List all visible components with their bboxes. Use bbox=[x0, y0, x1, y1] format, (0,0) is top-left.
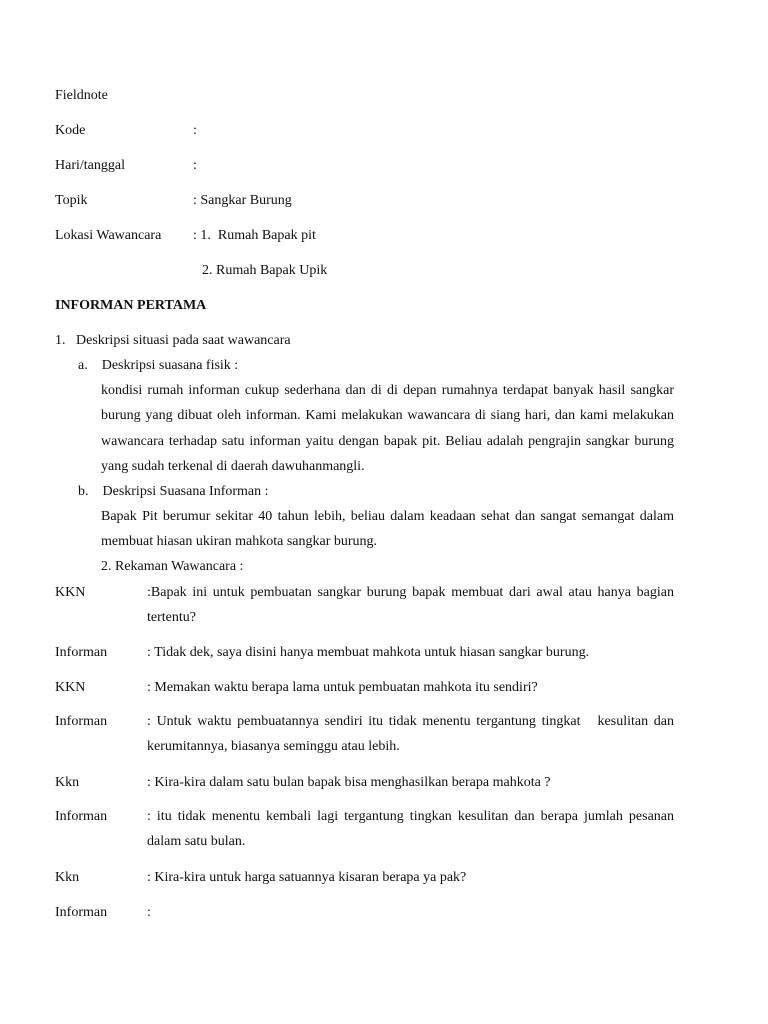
sub-item-b-label: b. Deskripsi Suasana Informan : bbox=[78, 484, 269, 499]
dialogue-text: : Untuk waktu pembuatannya sendiri itu tidak menentu tergantung tingkat kesulitan dan kerumitannya, biasanya seminggu atau lebih. bbox=[147, 714, 678, 754]
dialogue-speaker: KKN bbox=[55, 585, 86, 600]
dialogue-text: : itu tidak menentu kembali lagi tergantung tingkan kesulitan dan berapa jumlah pesanan dalam satu bulan. bbox=[147, 809, 674, 849]
meta-value-lokasi: : 1. Rumah Bapak pit bbox=[193, 228, 316, 243]
sub-item-a-text: kondisi rumah informan cukup sederhana dan di di depan rumahnya terdapat banyak hasil sangkar burung yang dibuat oleh informan. Kami melakukan wawancara di siang hari, dan kami melakukan wawancara terhadap satu informan yaitu dengan bapak pit. Beliau adalah pengrajin sangkar burung yang sudah terkenal di daerah dawuhanmangli. bbox=[101, 383, 674, 474]
document-title: Fieldnote bbox=[55, 88, 108, 103]
meta-label-hari-tanggal: Hari/tanggal bbox=[55, 158, 125, 173]
meta-value-lokasi-2: 2. Rumah Bapak Upik bbox=[202, 263, 328, 278]
dialogue-speaker: Kkn bbox=[55, 775, 80, 790]
meta-label-lokasi: Lokasi Wawancara bbox=[55, 228, 162, 243]
list-item-2: 2. Rekaman Wawancara : bbox=[101, 559, 244, 574]
dialogue-text: :Bapak ini untuk pembuatan sangkar burung bapak membuat dari awal atau hanya bagian tertentu? bbox=[147, 585, 674, 625]
dialogue-speaker: Informan bbox=[55, 645, 108, 660]
dialogue-speaker: Informan bbox=[55, 905, 108, 920]
dialogue-text: : Kira-kira dalam satu bulan bapak bisa menghasilkan berapa mahkota ? bbox=[147, 775, 551, 790]
meta-label-kode: Kode bbox=[55, 123, 86, 138]
list-item-1: 1. Deskripsi situasi pada saat wawancara bbox=[55, 333, 291, 348]
meta-value-hari-tanggal: : bbox=[193, 158, 197, 173]
dialogue-speaker: Informan bbox=[55, 714, 108, 729]
dialogue-text: : Tidak dek, saya disini hanya membuat mahkota untuk hiasan sangkar burung. bbox=[147, 645, 590, 660]
sub-item-b-text: Bapak Pit berumur sekitar 40 tahun lebih, beliau dalam keadaan sehat dan sangat semangat dalam membuat hiasan ukiran mahkota sangkar burung. bbox=[101, 509, 674, 550]
dialogue-speaker: Kkn bbox=[55, 870, 80, 885]
meta-label-topik: Topik bbox=[55, 193, 88, 208]
section-heading: INFORMAN PERTAMA bbox=[55, 298, 207, 313]
dialogue-text: : bbox=[147, 905, 151, 920]
sub-item-a-label: a. Deskripsi suasana fisik : bbox=[78, 358, 239, 373]
meta-value-kode: : bbox=[193, 123, 197, 138]
dialogue-text: : Kira-kira untuk harga satuannya kisaran berapa ya pak? bbox=[147, 870, 467, 885]
meta-value-topik: : Sangkar Burung bbox=[193, 193, 292, 208]
dialogue-speaker: KKN bbox=[55, 680, 86, 695]
dialogue-speaker: Informan bbox=[55, 809, 108, 824]
dialogue-text: : Memakan waktu berapa lama untuk pembuatan mahkota itu sendiri? bbox=[147, 680, 538, 695]
